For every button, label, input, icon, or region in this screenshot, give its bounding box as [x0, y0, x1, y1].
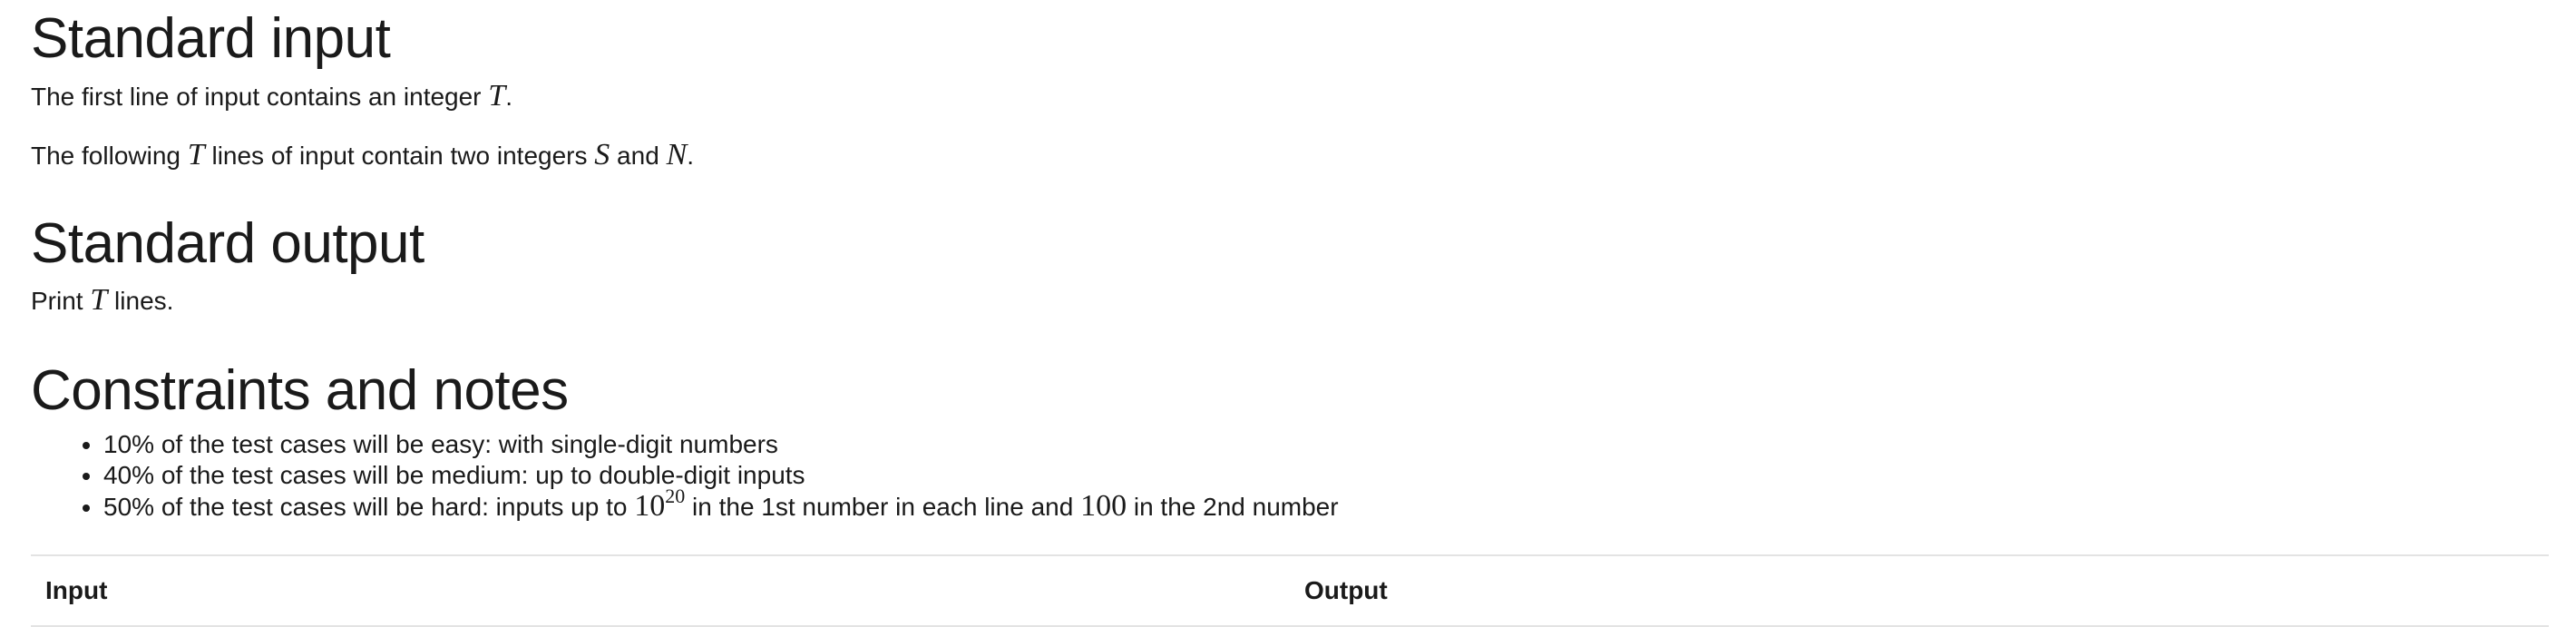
constraints-heading: Constraints and notes	[31, 359, 569, 422]
math-variable: S	[594, 138, 610, 171]
sample-input-column-header: Input	[45, 576, 108, 604]
input-description-line-2: The following T lines of input contain two integers S and N.	[31, 138, 695, 171]
sample-output-column-header: Output	[1304, 576, 1388, 604]
math-variable: N	[666, 138, 688, 171]
math-number: 10	[634, 489, 666, 523]
list-item: • 50% of the test cases will be hard: inputs up to $10^{20}$ in the 1st number in each line and 100 in the 2nd number	[103, 491, 2462, 523]
math-variable: T	[187, 138, 205, 171]
list-item: • 40% of the test cases will be medium: up to double-digit inputs	[103, 460, 2462, 491]
math-exponent: 20	[665, 484, 686, 507]
math-variable: T	[90, 283, 108, 317]
standard-input-heading: Standard input	[31, 7, 391, 70]
sample-table-header	[31, 554, 2549, 627]
constraints-list	[31, 429, 2462, 523]
math-number: 100	[1080, 489, 1127, 523]
math-variable: T	[488, 79, 506, 113]
standard-output-heading: Standard output	[31, 212, 424, 275]
output-description-line-1: Print T lines.	[31, 283, 174, 317]
list-item: • 10% of the test cases will be easy: with single-digit numbers	[103, 429, 2462, 460]
input-description-line-1: The first line of input contains an integer T.	[31, 79, 512, 113]
